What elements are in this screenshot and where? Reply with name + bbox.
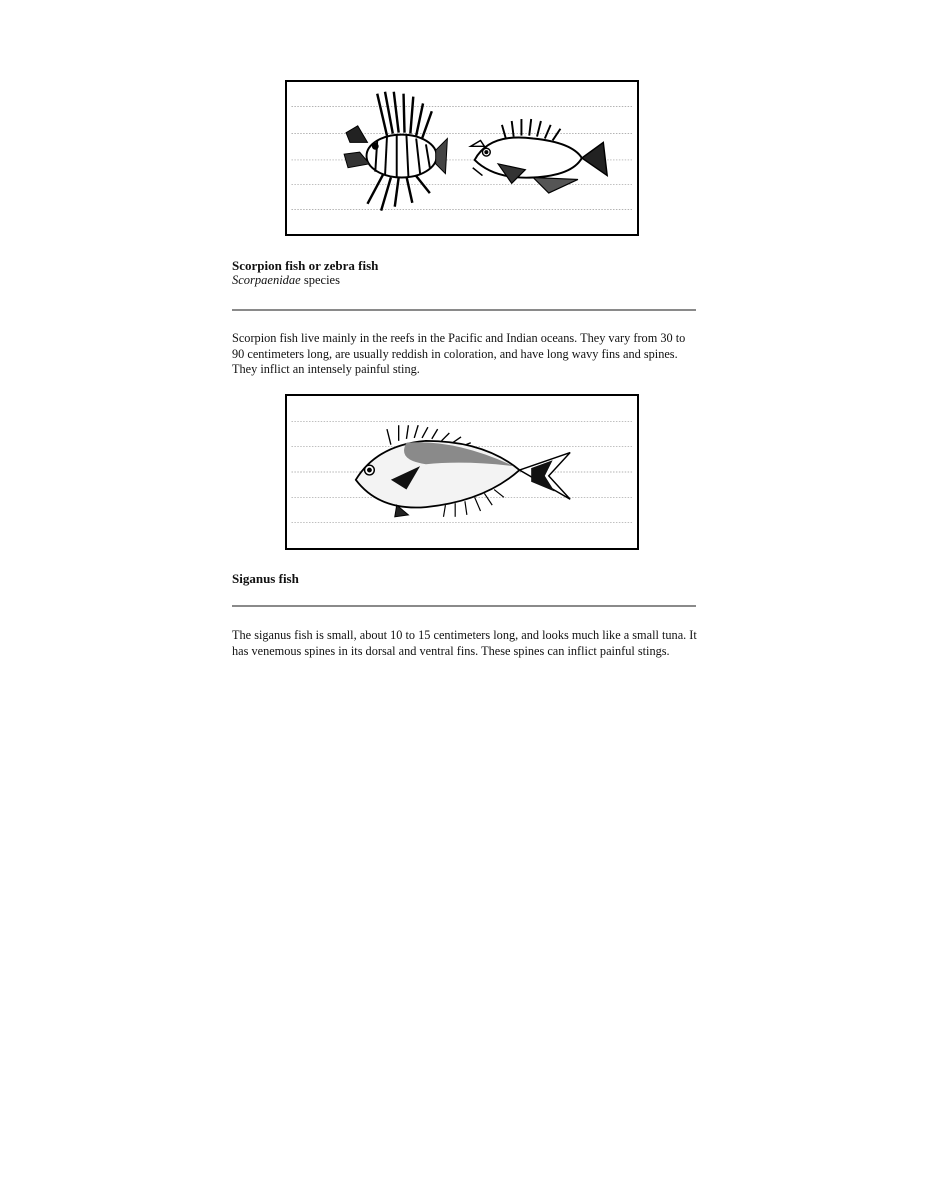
scorpion-fish-scientific-name	[232, 273, 340, 288]
scientific-name-italic: Scorpaenidae	[232, 273, 301, 287]
siganus-fish-illustration	[285, 394, 639, 550]
scorpion-fish-illustration	[285, 80, 639, 236]
section-divider	[232, 309, 696, 311]
scorpionfish-shape	[471, 119, 607, 193]
scorpion-fish-drawing	[287, 82, 637, 234]
scientific-name-suffix: species	[300, 273, 340, 287]
siganus-fish-drawing	[287, 396, 637, 548]
siganus-fish-title: Siganus fish	[232, 571, 299, 586]
siganus-shape	[356, 425, 570, 517]
scorpion-fish-description: Scorpion fish live mainly in the reefs in the Pacific and Indian oceans. They vary from 30 to 90 centimeters long, are usually reddish in coloration, and have long wavy fins and spines. They inflict an intensely painful sting.	[232, 331, 686, 376]
lionfish-shape	[344, 92, 447, 211]
section-divider	[232, 605, 696, 607]
scorpion-fish-title: Scorpion fish or zebra fish	[232, 258, 379, 273]
siganus-fish-description: The siganus fish is small, about 10 to 15 centimeters long, and looks much like a small tuna. It has venemous spines in its dorsal and ventral fins. These spines can inflict painful stings.	[232, 628, 697, 658]
